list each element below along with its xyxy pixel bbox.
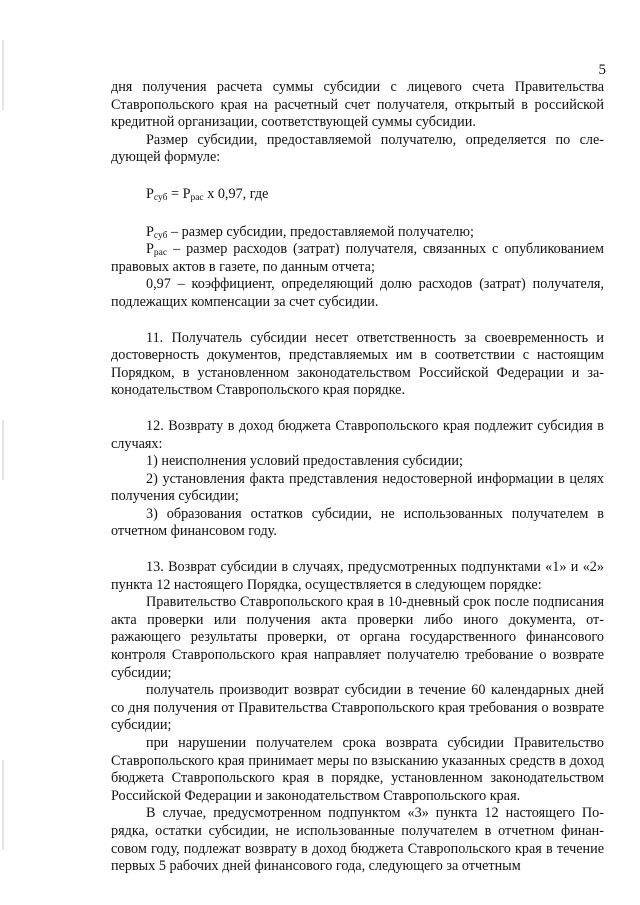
formula-rest: х 0,97, где xyxy=(203,185,269,202)
definition-p-sub xyxy=(111,224,604,242)
definition-text: – размер расходов (затрат) получателя, связанных с опубликованием правовых актов в газете, по данным отчета; xyxy=(111,241,604,275)
section-13-recipient-return: получатель производит возврат субсидии в течение 60 календарных дней со дня получения от Правительства Ставропольского края требования о возврате субсидии; xyxy=(111,682,604,734)
definition-symbol: Р xyxy=(146,241,154,258)
page-number: 5 xyxy=(598,62,606,78)
section-11: 11. Получатель субсидии несет ответственность за своевременность и достоверность документов, представляемых им в соответствии с настоящим Порядком, в установленном законодательством Российской Федерации и законодательством Ставропольского края порядке. xyxy=(111,329,604,399)
section-13-government-request: Правительство Ставропольского края в 10-дневный срок после подписания акта проверки или получения акта проверки либо иного документа, отражающего результаты проверки, от органа государственного финансового контроля Ставропольского края направляет получателю требование о возврате субсидии; xyxy=(111,594,604,681)
section-12-item-1: 1) неисполнения условий предоставления субсидии; xyxy=(146,453,463,470)
scan-margin-mark xyxy=(2,40,4,110)
definition-text: – размер субсидии, предоставляемой получателю; xyxy=(167,223,474,240)
section-12-item-2: 2) установления факта представления недостоверной информации в целях получения субсидии; xyxy=(111,470,604,505)
definition-coefficient: 0,97 – коэффициент, определяющий долю расходов (затрат) получателя, подлежащих компенсации за счет субсидии. xyxy=(111,276,604,310)
document-body xyxy=(111,79,604,876)
section-12-item-3: 3) образования остатков субсидии, не использованных получателем в отчетном финансовом году. xyxy=(111,505,604,540)
definition-symbol: Р xyxy=(146,223,154,240)
definition-subscript: рас xyxy=(153,248,168,259)
formula-rhs-symbol: Р xyxy=(182,185,191,202)
formula-equals: = xyxy=(167,185,183,202)
section-12: 12. Возврату в доход бюджета Ставропольского края подлежит субсидия в случаях: xyxy=(111,417,604,452)
paragraph-continuation: дня получения расчета суммы субсидии с лицевого счета Правительства Ставропольского края на расчетный счет получателя, открытый в российской кредитной организации, соответствующей суммы субсидии. xyxy=(111,79,604,131)
formula-lhs-symbol: Р xyxy=(146,185,154,202)
definition-subscript: суб xyxy=(153,230,168,241)
formula-rhs-subscript: рас xyxy=(190,192,204,203)
section-13-violation-measures: при нарушении получателем срока возврата субсидии Правительство Ставропольского края принимает меры по взысканию указанных средств в доход бюджета Ставропольского края в порядке, установленном законодательством Российской Федерации и законодательством Ставропольского края. xyxy=(111,735,604,804)
section-13-remainder-return: В случае, предусмотренном подпунктом «3» пункта 12 настоящего Порядка, остатки субсидии, не использованные получателем в отчетном финансовом году, подлежат возврату в доход бюджета Ставропольского края в течение первых 5 рабочих дней финансового года, следующего за отчетным xyxy=(111,805,604,875)
formula xyxy=(111,186,604,204)
scan-margin-mark xyxy=(2,760,4,850)
definition-p-ras xyxy=(111,241,604,276)
scan-margin-mark xyxy=(2,420,4,480)
paragraph-subsidy-size: Размер субсидии, предоставляемой получателю, определяется по следующей формуле: xyxy=(111,131,604,166)
section-13: 13. Возврат субсидии в случаях, предусмотренных подпунктами «1» и «2» пункта 12 настоящего Порядка, осуществляется в следующем порядке: xyxy=(111,559,604,593)
formula-lhs-subscript: суб xyxy=(153,192,168,203)
